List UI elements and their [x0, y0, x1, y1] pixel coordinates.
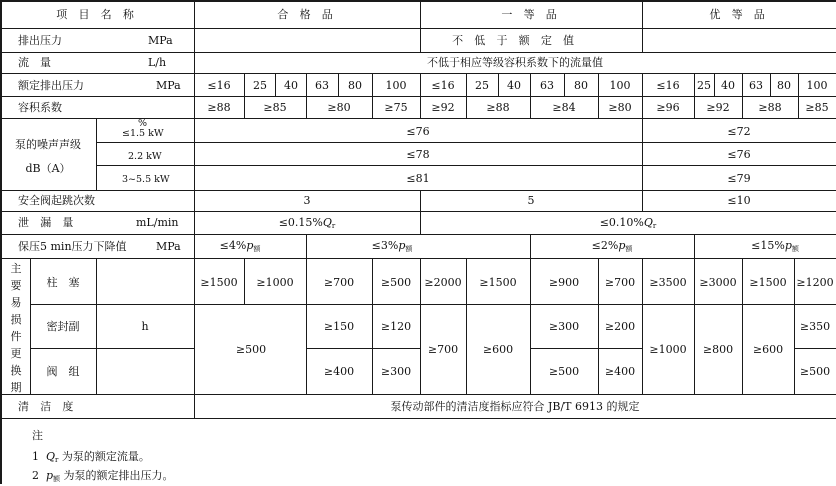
rule: [694, 258, 695, 394]
volumetric-value: ≥88: [207, 101, 231, 114]
plunger-value: ≥500: [380, 276, 412, 289]
merged-value: ≥500: [235, 343, 267, 356]
rule: [244, 73, 245, 96]
valve-value: ≥300: [380, 365, 412, 378]
pressure-grade: 40: [284, 79, 298, 92]
rule: [642, 190, 643, 211]
merged-value: ≥800: [702, 343, 734, 356]
rule: [642, 304, 836, 305]
plunger-value: ≥2000: [424, 276, 462, 289]
merged-value: ≥700: [427, 343, 459, 356]
rule: [0, 418, 836, 419]
volumetric-value: ≥92: [706, 101, 730, 114]
rule: [714, 73, 715, 96]
pressure-grade: 63: [540, 79, 554, 92]
rule: [338, 73, 339, 96]
seal-value: ≥300: [548, 320, 580, 333]
rule: [30, 258, 31, 394]
rule-top: [0, 0, 836, 2]
pressure-grade: 80: [777, 79, 791, 92]
pressure-grade: ≤16: [656, 79, 680, 92]
volumetric-label: 容积系数: [18, 101, 62, 114]
rule: [564, 73, 565, 96]
discharge-pressure-value: 不 低 于 额 定 值: [452, 34, 578, 47]
merged-value: ≥1000: [649, 343, 687, 356]
plunger-value: ≥700: [323, 276, 355, 289]
noise-label: 泵的噪声声级: [15, 138, 81, 151]
rule: [420, 0, 421, 52]
pressure-grade: 80: [574, 79, 588, 92]
rule: [466, 96, 467, 118]
header-first-class: 一 等 品: [501, 8, 561, 21]
leakage-unit: mL/min: [136, 216, 179, 229]
flow-value: 不低于相应等级容积系数下的流量值: [427, 56, 603, 69]
rule: [530, 234, 531, 258]
rule: [420, 304, 642, 305]
hold-pressure-unit: MPa: [156, 240, 181, 253]
plunger-value: ≥3000: [699, 276, 737, 289]
noise-value: ≤81: [406, 172, 430, 185]
rule: [466, 258, 467, 394]
seal-label: 密封副: [46, 320, 80, 333]
rule: [642, 0, 643, 52]
plunger-value: ≥1200: [796, 276, 834, 289]
volumetric-value: ≥85: [805, 101, 829, 114]
hold-pressure-value: $\le 3\%p_额$: [371, 239, 413, 253]
seal-value: ≥350: [799, 320, 831, 333]
volumetric-value: ≥80: [608, 101, 632, 114]
rule: [498, 73, 499, 96]
discharge-pressure-label: 排出压力: [18, 34, 62, 47]
rule: [0, 258, 836, 259]
merged-value: ≥600: [482, 343, 514, 356]
rule: [420, 190, 421, 234]
valve-value: ≥500: [548, 365, 580, 378]
rule: [0, 118, 836, 119]
rule: [306, 96, 307, 118]
rule: [372, 73, 373, 96]
rule: [244, 96, 245, 118]
rule: [598, 73, 599, 96]
rule: [96, 165, 836, 166]
volumetric-value: ≥96: [656, 101, 680, 114]
power-label: 2.2 kW: [128, 151, 162, 162]
seal-value: ≥200: [604, 320, 636, 333]
rule: [530, 73, 531, 96]
pressure-grade: 80: [348, 79, 362, 92]
valve-value: ≥400: [604, 365, 636, 378]
plunger-value: ≥1500: [479, 276, 517, 289]
pressure-grade: 25: [697, 79, 711, 92]
leakage-qualified: $\le 0.15\%Q_r$: [278, 216, 336, 230]
pressure-grade: ≤16: [431, 79, 455, 92]
rule: [0, 211, 836, 212]
notes-title: 注: [32, 429, 43, 442]
safety-valve-superior: ≤10: [727, 194, 751, 207]
rule: [0, 73, 836, 74]
seal-value: ≥150: [323, 320, 355, 333]
rule: [30, 348, 194, 349]
rule: [530, 96, 531, 118]
plunger-value: ≥1500: [200, 276, 238, 289]
rule: [0, 28, 836, 29]
rule: [742, 73, 743, 96]
rule: [742, 258, 743, 394]
rule: [0, 394, 836, 395]
rule: [30, 304, 194, 305]
noise-value: ≤72: [727, 125, 751, 138]
power-label: 3~5.5 kW: [122, 174, 170, 185]
rule: [372, 258, 373, 394]
leakage-first-superior: $\le 0.10\%Q_r$: [599, 216, 657, 230]
rule: [194, 0, 195, 418]
pressure-grade: 100: [806, 79, 828, 92]
rule: [96, 118, 97, 190]
rule: [244, 258, 245, 304]
hold-pressure-value: $\le 4\%p_额$: [219, 239, 261, 253]
discharge-pressure-unit: MPa: [148, 34, 173, 47]
rule: [798, 96, 799, 118]
pressure-grade: 63: [315, 79, 329, 92]
pressure-grade: 25: [253, 79, 267, 92]
noise-value: ≤76: [406, 125, 430, 138]
volumetric-value: ≥88: [486, 101, 510, 114]
safety-valve-qualified: 3: [303, 194, 311, 207]
note-1: 1 $Q_r$ 为泵的额定流量。: [32, 450, 150, 464]
rule: [530, 258, 531, 394]
pressure-grade: 63: [749, 79, 763, 92]
rule: [530, 348, 642, 349]
power-label: ≤1.5 kW: [122, 128, 164, 139]
noise-value: ≤76: [727, 148, 751, 161]
pressure-grade: 25: [475, 79, 489, 92]
pressure-grade: 100: [385, 79, 407, 92]
rule: [306, 234, 307, 258]
rule: [420, 73, 421, 118]
leakage-label: 泄 漏 量: [18, 216, 78, 229]
plunger-value: ≥1000: [256, 276, 294, 289]
rule: [96, 258, 97, 394]
safety-valve-label: 安全阀起跳次数: [18, 194, 95, 207]
rated-pressure-label: 额定排出压力: [18, 79, 84, 92]
rule: [420, 258, 421, 394]
hold-pressure-value: $\le 15\%p_额$: [751, 239, 799, 253]
rule: [275, 73, 276, 96]
rule: [0, 96, 836, 97]
rule: [0, 190, 836, 191]
plunger-label: 柱 塞: [46, 276, 80, 289]
rule: [642, 258, 643, 394]
rule: [598, 96, 599, 118]
header-qualified: 合 格 品: [277, 8, 337, 21]
safety-valve-first: 5: [527, 194, 535, 207]
plunger-value: ≥700: [604, 276, 636, 289]
rule: [0, 52, 836, 53]
valve-value: ≥400: [323, 365, 355, 378]
rule: [694, 234, 695, 258]
rule: [306, 348, 420, 349]
rule: [694, 73, 695, 96]
rule: [794, 348, 836, 349]
rule: [598, 258, 599, 394]
flow-label: 流 量: [18, 56, 51, 69]
rule: [694, 96, 695, 118]
pressure-grade: 40: [507, 79, 521, 92]
percent-unit: %: [138, 118, 148, 129]
volumetric-value: ≥75: [384, 101, 408, 114]
pressure-grade: 40: [721, 79, 735, 92]
volumetric-value: ≥84: [552, 101, 576, 114]
rule: [770, 73, 771, 96]
plunger-value: ≥900: [548, 276, 580, 289]
cleanliness-value: 泵传动部件的清洁度指标应符合 JB/T 6913 的规定: [390, 400, 640, 413]
cleanliness-label: 清 洁 度: [18, 400, 78, 413]
hold-pressure-value: $\le 2\%p_额$: [591, 239, 633, 253]
header-item-name: 项 目 名 称: [56, 8, 138, 21]
rule: [0, 234, 836, 235]
rule: [96, 142, 836, 143]
noise-value: ≤79: [727, 172, 751, 185]
noise-value: ≤78: [406, 148, 430, 161]
volumetric-value: ≥88: [758, 101, 782, 114]
header-superior: 优 等 品: [709, 8, 769, 21]
pressure-grade: ≤16: [207, 79, 231, 92]
volumetric-value: ≥80: [327, 101, 351, 114]
valve-label: 阀 组: [46, 365, 80, 378]
seal-value: ≥120: [380, 320, 412, 333]
rule: [306, 258, 307, 394]
wear-unit: h: [141, 320, 149, 333]
rule: [372, 96, 373, 118]
volumetric-value: ≥92: [431, 101, 455, 114]
rule: [642, 73, 643, 190]
rated-pressure-unit: MPa: [156, 79, 181, 92]
note-2: 2 $p_额$ 为泵的额定排出压力。: [32, 469, 174, 483]
noise-unit: dB（A）: [25, 162, 71, 175]
rule: [794, 258, 795, 394]
hold-pressure-label: 保压5 min压力下降值: [18, 240, 127, 253]
rule: [742, 96, 743, 118]
flow-unit: L/h: [148, 56, 167, 69]
plunger-value: ≥3500: [649, 276, 687, 289]
pressure-grade: 100: [609, 79, 631, 92]
volumetric-value: ≥85: [263, 101, 287, 114]
merged-value: ≥600: [752, 343, 784, 356]
valve-value: ≥500: [799, 365, 831, 378]
wear-parts-label: 主 要 易 损 件 更 换 期: [10, 262, 22, 394]
rule: [306, 73, 307, 96]
plunger-value: ≥1500: [749, 276, 787, 289]
rule: [194, 304, 420, 305]
rule: [466, 73, 467, 96]
rule: [798, 73, 799, 96]
